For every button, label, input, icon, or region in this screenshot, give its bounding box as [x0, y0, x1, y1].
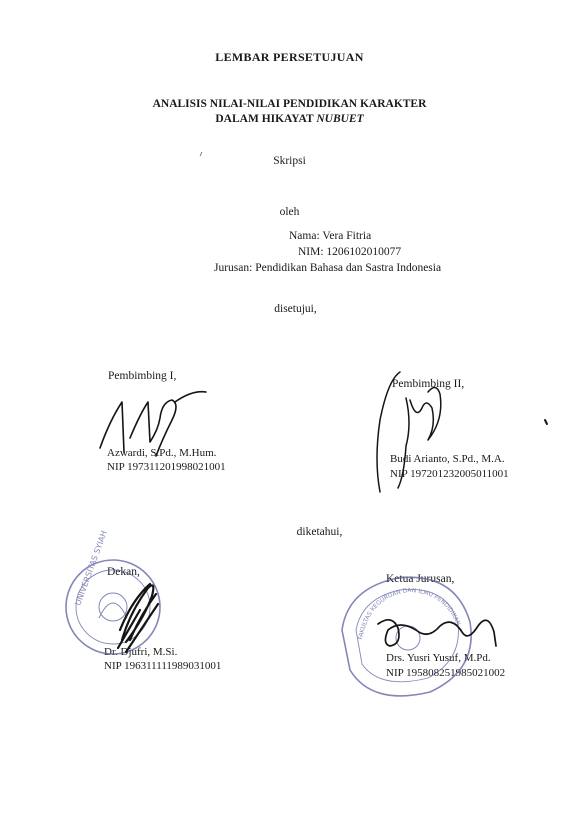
dean-name: Dr. Djufri, M.Si. [104, 646, 178, 658]
supervisor1-name: Azwardi, S.Pd., M.Hum. [107, 447, 217, 459]
head-of-dept-name: Drs. Yusri Yusuf, M.Pd. [386, 652, 491, 664]
head-of-dept-role: Ketua Jurusan, [386, 573, 455, 585]
head-of-dept-signature [378, 620, 496, 646]
faculty-stamp-text: FAKULTAS KEGURUAN DAN ILMU PENDIDIKAN [357, 586, 462, 641]
sheet-title: LEMBAR PERSETUJUAN [215, 50, 364, 64]
university-stamp-text: UNIVERSITAS SYIAH [73, 529, 109, 607]
student-nim: NIM: 1206102010077 [298, 246, 402, 258]
thesis-title-line2-prefix: DALAM HIKAYAT [215, 113, 314, 125]
scan-speck [545, 420, 547, 424]
thesis-title-line1: ANALISIS NILAI-NILAI PENDIDIKAN KARAKTER [152, 98, 427, 110]
thesis-title-line2-italic: NUBUET [316, 113, 364, 125]
dean-nip: NIP 196311111989031001 [104, 660, 222, 672]
by-label: oleh [279, 206, 300, 218]
supervisor1-role: Pembimbing I, [108, 370, 177, 382]
head-of-dept-nip: NIP 195808251985021002 [386, 667, 506, 679]
supervisor2-nip: NIP 197201232005011001 [390, 468, 509, 480]
approved-label: disetujui, [274, 303, 317, 315]
supervisor2-role: Pembimbing II, [392, 378, 465, 390]
document-type: Skripsi [273, 155, 306, 167]
dean-role: Dekan, [107, 566, 140, 578]
student-name: Nama: Vera Fitria [289, 230, 372, 242]
acknowledged-label: diketahui, [296, 526, 343, 538]
svg-text:FAKULTAS KEGURUAN DAN ILMU PEN [357, 587, 461, 641]
thesis-title-line2 [0, 113, 579, 125]
university-stamp [66, 529, 160, 654]
student-department: Jurusan: Pendidikan Bahasa dan Sastra Indonesia [214, 262, 442, 274]
dean-signature [118, 584, 158, 652]
supervisor2-name: Budi Arianto, S.Pd., M.A. [390, 453, 505, 465]
supervisor1-nip: NIP 197311201998021001 [107, 461, 226, 473]
